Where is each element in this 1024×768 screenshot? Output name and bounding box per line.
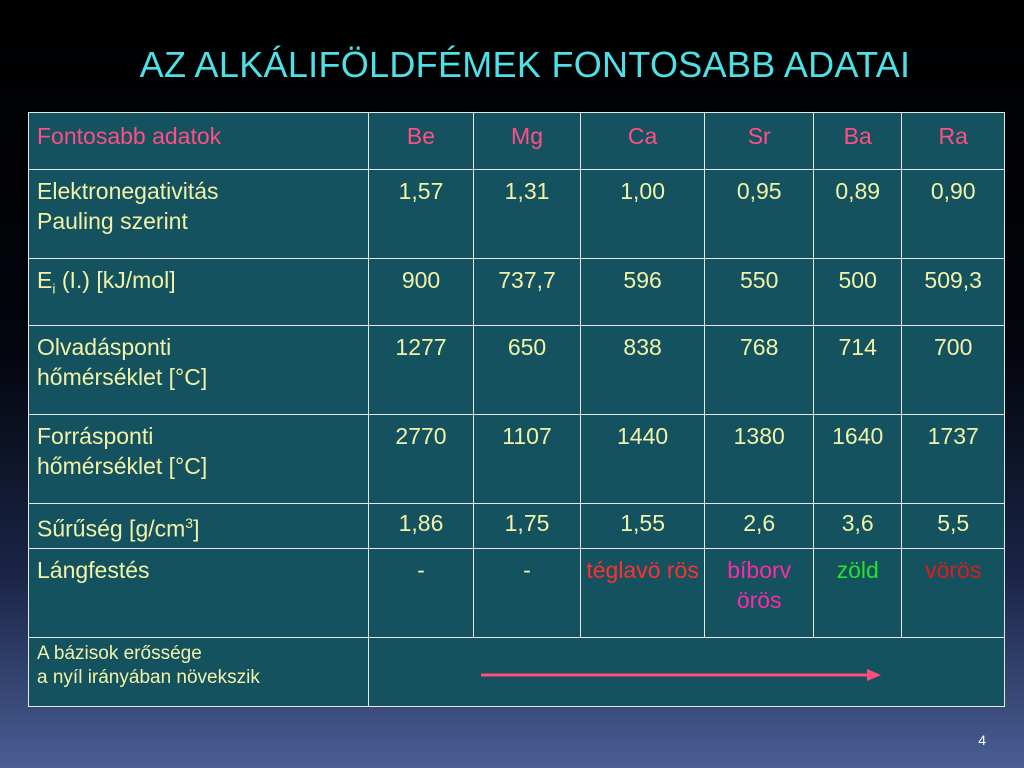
- flame-color-cell: vörös: [902, 548, 1005, 637]
- table-row: [29, 170, 1005, 259]
- table-row: [29, 637, 1005, 706]
- table-cell: 5,5: [902, 504, 1005, 549]
- table-cell: 0,90: [902, 170, 1005, 259]
- table-cell: 1,57: [368, 170, 474, 259]
- table-cell: 509,3: [902, 259, 1005, 326]
- table-cell: 550: [705, 259, 814, 326]
- slide-title: AZ ALKÁLIFÖLDFÉMEK FONTOSABB ADATAI: [139, 44, 911, 85]
- table-cell: 1,75: [474, 504, 581, 549]
- table-cell: 3,6: [813, 504, 901, 549]
- table-cell: 1380: [705, 415, 814, 504]
- table-cell: 1,31: [474, 170, 581, 259]
- table-cell: 1,86: [368, 504, 474, 549]
- table-cell: 1,55: [580, 504, 705, 549]
- table-cell: 1,00: [580, 170, 705, 259]
- table-row: [29, 415, 1005, 504]
- table-cell: 768: [705, 326, 814, 415]
- table-row: [29, 504, 1005, 549]
- data-table: [28, 112, 1005, 707]
- row-label: A bázisok erőssége a nyíl irányában növekszik: [29, 637, 369, 706]
- table-cell: 1737: [902, 415, 1005, 504]
- table-row: [29, 548, 1005, 637]
- table-cell: 700: [902, 326, 1005, 415]
- table-cell: -: [474, 548, 581, 637]
- row-label: Olvadásponti hőmérséklet [°C]: [29, 326, 369, 415]
- row-label: Lángfestés: [29, 548, 369, 637]
- table-header-row: [29, 113, 1005, 170]
- table-row: [29, 326, 1005, 415]
- table-cell: 0,89: [813, 170, 901, 259]
- table-cell: 838: [580, 326, 705, 415]
- header-cell: Ca: [580, 113, 705, 170]
- header-cell: Mg: [474, 113, 581, 170]
- header-cell: Fontosabb adatok: [29, 113, 369, 170]
- arrow-cell: [368, 637, 1004, 706]
- table-cell: 1277: [368, 326, 474, 415]
- flame-color-cell: bíborv örös: [705, 548, 814, 637]
- row-label: Elektronegativitás Pauling szerint: [29, 170, 369, 259]
- right-arrow-icon: [481, 668, 881, 682]
- table-cell: 500: [813, 259, 901, 326]
- row-label: $E_i$ (I.) [kJ/mol]: [29, 259, 369, 326]
- table-cell: 1640: [813, 415, 901, 504]
- table-cell: 2770: [368, 415, 474, 504]
- table-cell: 900: [368, 259, 474, 326]
- table-cell: -: [368, 548, 474, 637]
- table-cell: 714: [813, 326, 901, 415]
- table-cell: 0,95: [705, 170, 814, 259]
- row-label: Forrásponti hőmérséklet [°C]: [29, 415, 369, 504]
- row-label: Sűrűség $[g/cm^3]$: [29, 504, 369, 549]
- header-cell: Be: [368, 113, 474, 170]
- table-cell: 1440: [580, 415, 705, 504]
- table-cell: 650: [474, 326, 581, 415]
- flame-color-cell: zöld: [813, 548, 901, 637]
- table-cell: 596: [580, 259, 705, 326]
- table-cell: 737,7: [474, 259, 581, 326]
- table-cell: 1107: [474, 415, 581, 504]
- flame-color-cell: téglavö rös: [580, 548, 705, 637]
- header-cell: Sr: [705, 113, 814, 170]
- page-number: 4: [978, 732, 986, 748]
- header-cell: Ba: [813, 113, 901, 170]
- table-row: [29, 259, 1005, 326]
- header-cell: Ra: [902, 113, 1005, 170]
- table-cell: 2,6: [705, 504, 814, 549]
